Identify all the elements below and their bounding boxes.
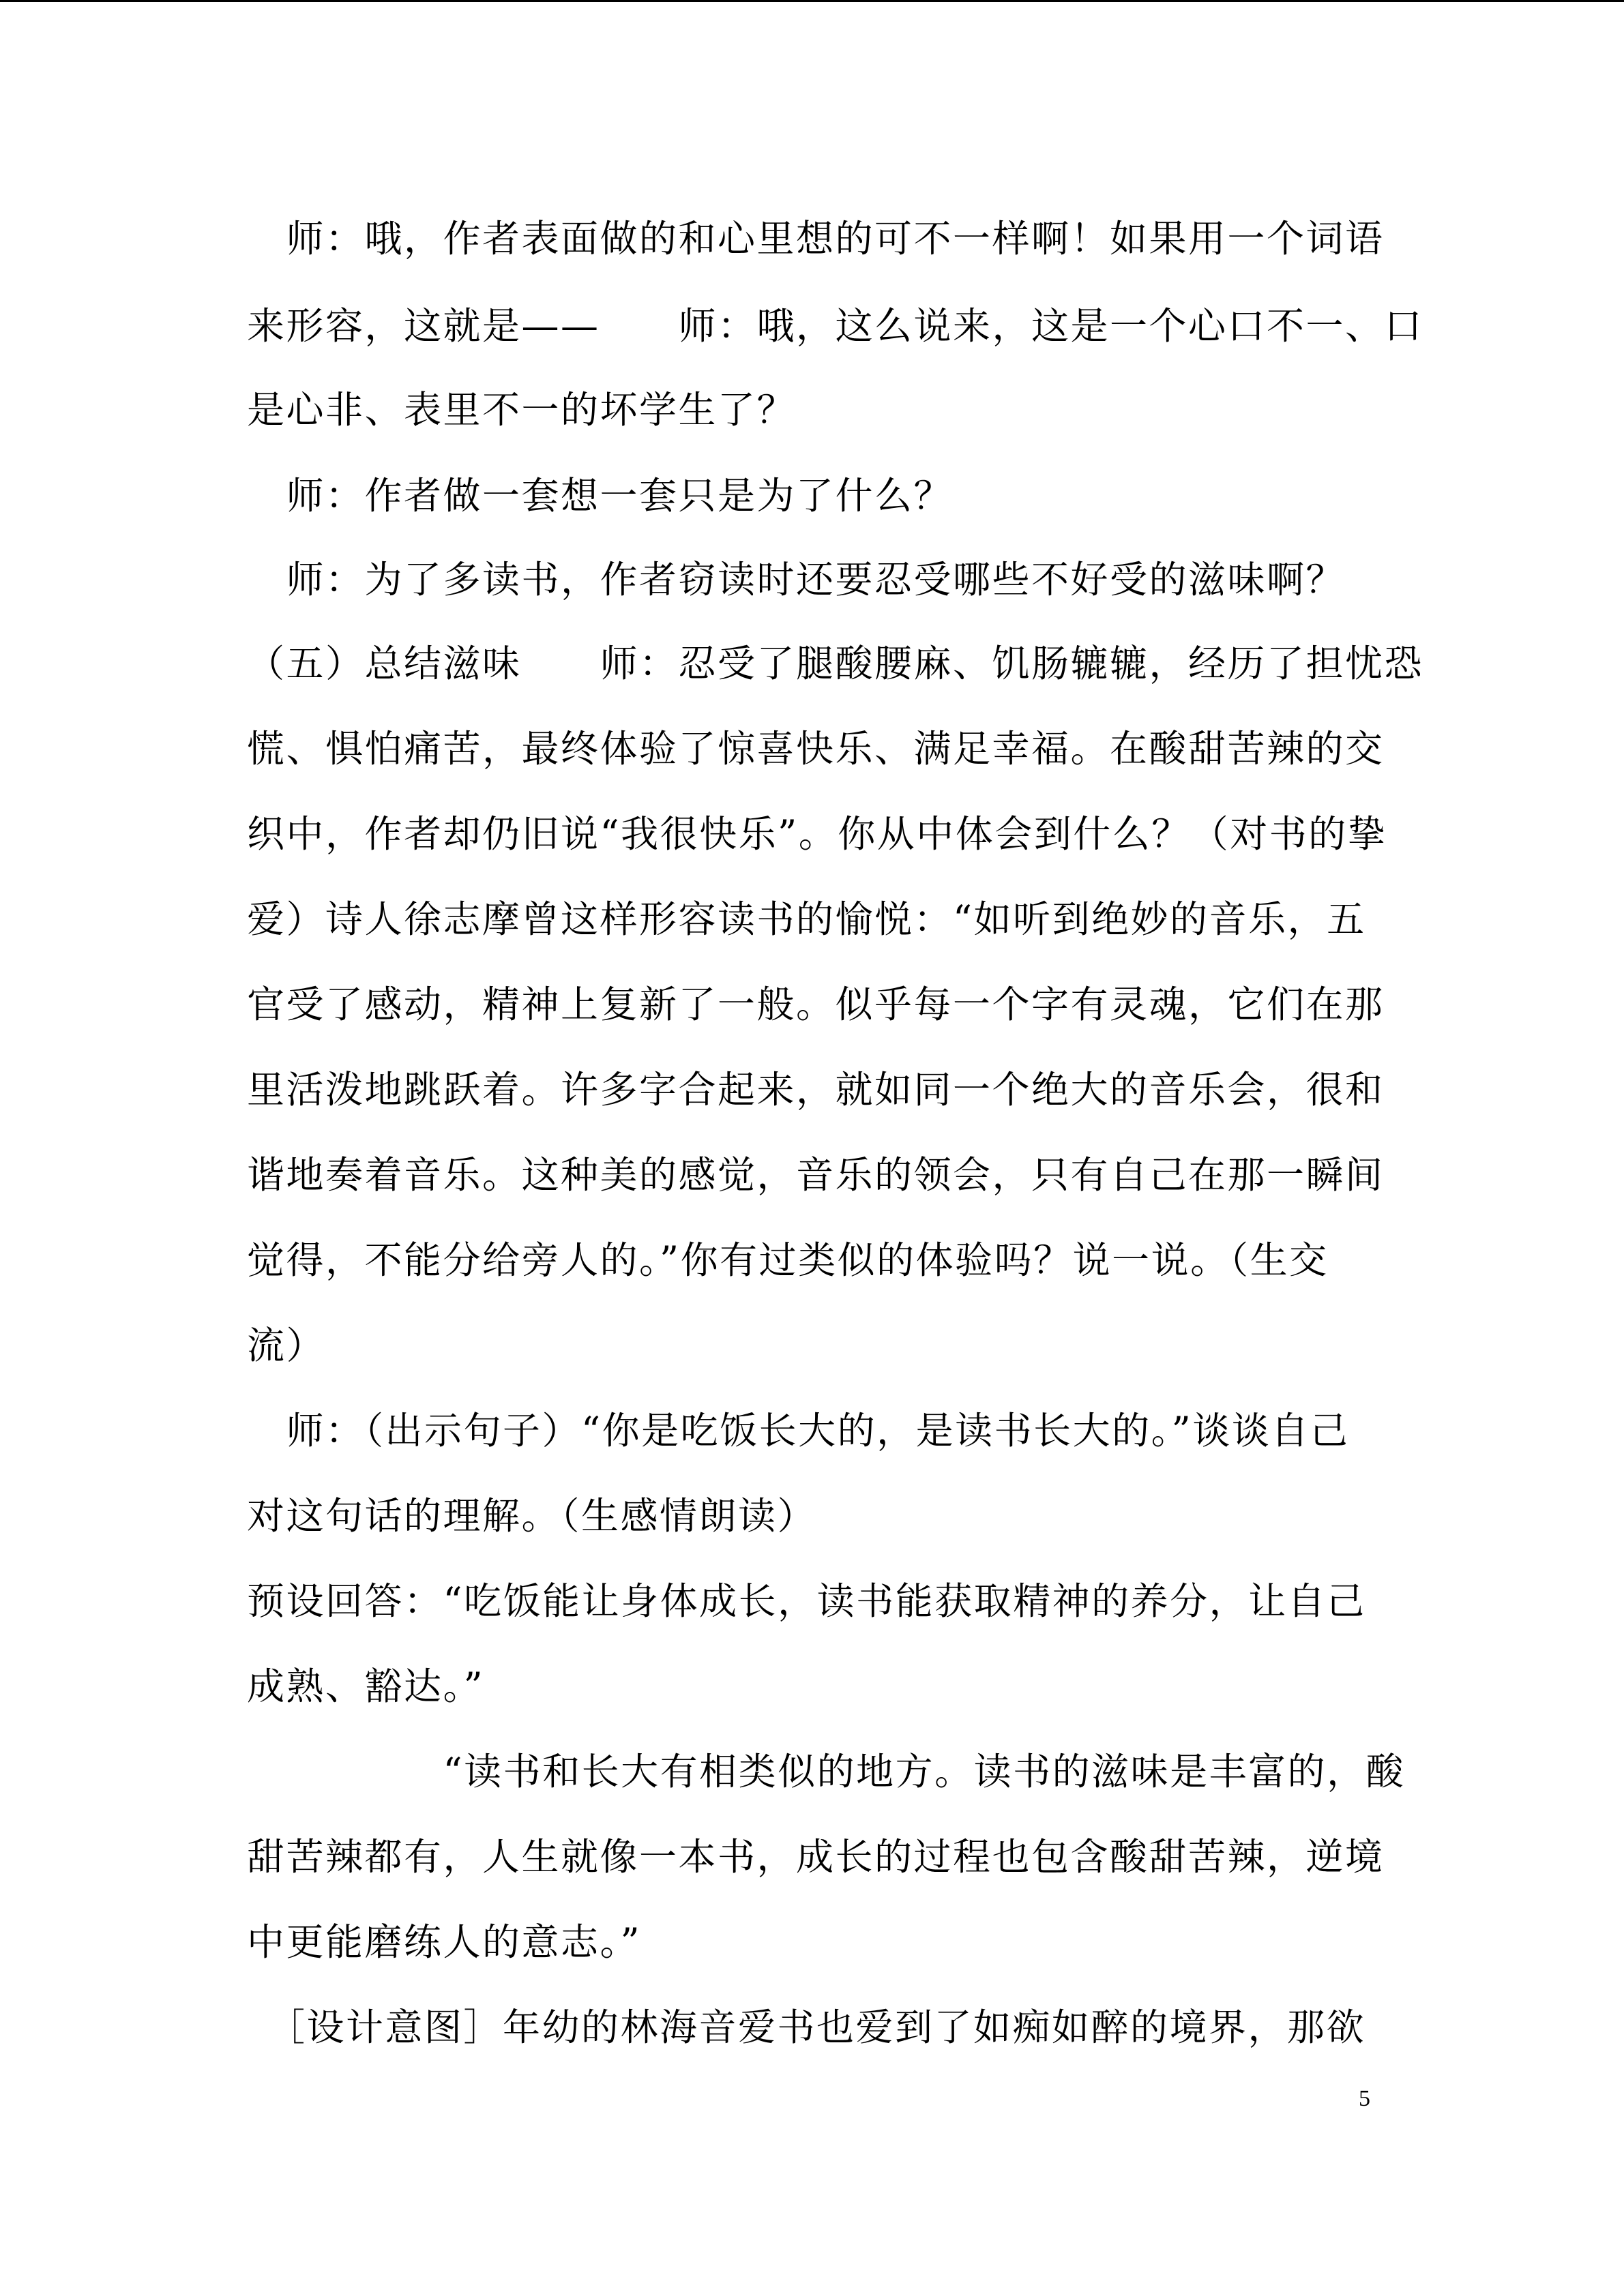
- body-line: 爱）诗人徐志摩曾这样形容读书的愉悦：“如听到绝妙的音乐，五: [247, 897, 1366, 941]
- page-number: 5: [1359, 2086, 1370, 2111]
- body-line: 觉得，不能分给旁人的。”你有过类似的体验吗？说一说。（生交: [247, 1238, 1329, 1282]
- body-line: 来形容，这就是—— 师：哦，这么说来，这是一个心口不一、口: [247, 304, 1424, 348]
- body-line: 对这句话的理解。（生感情朗读）: [247, 1494, 817, 1538]
- body-line: 中更能磨练人的意志。”: [247, 1920, 642, 1964]
- body-line: 里活泼地跳跃着。许多字合起来，就如同一个绝大的音乐会，很和: [247, 1068, 1385, 1112]
- body-line: 慌、惧怕痛苦，最终体验了惊喜快乐、满足幸福。在酸甜苦辣的交: [247, 727, 1385, 771]
- body-line: 师：（出示句子）“你是吃饭长大的，是读书长大的。”谈谈自己: [247, 1409, 1350, 1452]
- body-line: “读书和长大有相类似的地方。读书的滋味是丰富的，酸: [247, 1750, 1406, 1793]
- body-line: 织中，作者却仍旧说“我很快乐”。你从中体会到什么？（对书的挚: [247, 812, 1387, 856]
- body-line: 流）: [247, 1324, 326, 1367]
- body-line: 谐地奏着音乐。这种美的感觉，音乐的领会，只有自己在那一瞬间: [247, 1153, 1385, 1197]
- body-line: 师：为了多读书，作者窃读时还要忍受哪些不好受的滋味啊？: [247, 558, 1346, 601]
- body-line: （五）总结滋味 师：忍受了腿酸腰麻、饥肠辘辘，经历了担忧恐: [247, 642, 1424, 685]
- body-line: 师：哦，作者表面做的和心里想的可不一样啊！如果用一个词语: [247, 217, 1385, 260]
- body-line: 预设回答：“吃饭能让身体成长，读书能获取精神的养分，让自己: [247, 1579, 1366, 1623]
- body-line: 甜苦辣都有，人生就像一本书，成长的过程也包含酸甜苦辣，逆境: [247, 1835, 1385, 1879]
- body-line: 官受了感动，精神上复新了一般。似乎每一个字有灵魂，它们在那: [247, 983, 1385, 1026]
- body-line: 是心非、表里不一的坏学生了？: [247, 388, 797, 432]
- body-line: ［设计意图］年幼的林海音爱书也爱到了如痴如醉的境界，那欲: [247, 2006, 1366, 2049]
- top-border-line: [0, 0, 1624, 2]
- body-line: 师：作者做一套想一套只是为了什么？: [247, 474, 954, 518]
- body-line: 成熟、豁达。”: [247, 1665, 485, 1708]
